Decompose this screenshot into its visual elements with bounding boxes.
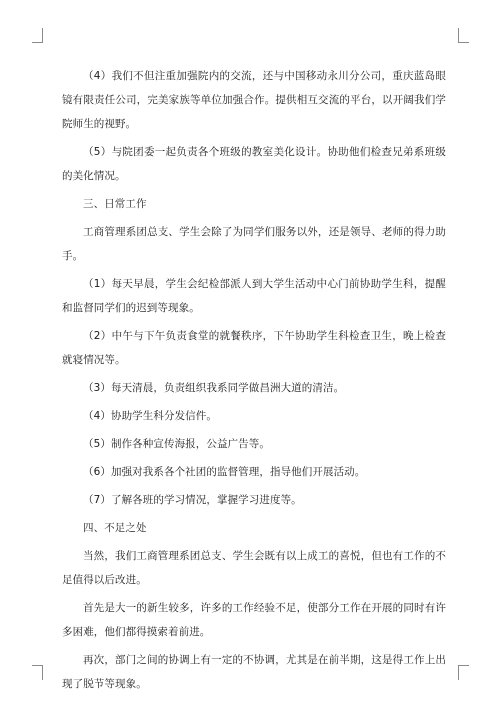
crop-mark-bottom-left (32, 665, 43, 680)
paragraph-item-3: （3）每天清晨，负责组织我系同学做昌洲大道的清洁。 (83, 382, 345, 394)
paragraph-item-4: （4）协助学生科分发信件。 (83, 410, 217, 422)
paragraph-cooperation: （4）我们不但注重加强院内的交流，还与中国移动永川分公司，重庆蓝岛眼镜有限责任公司，完美家族等单位加强合作。提供相互交流的平台，以开阔我们学院师生的视野。 (62, 70, 446, 130)
paragraph-item-5: （5）制作各种宣传海报，公益广告等。 (83, 438, 270, 450)
section-heading-shortcomings: 四、不足之处 (83, 522, 147, 534)
paragraph-item-2: （2）中午与下午负责食堂的就餐秩序，下午协助学生科检查卫生，晚上检查就寝情况等。 (62, 330, 446, 366)
document-body (62, 64, 446, 700)
paragraph-shortcoming-first: 首先是大一的新生较多，许多的工作经验不足，使部分工作在开展的同时有许多困难，他们都得摸索着前进。 (62, 602, 446, 638)
paragraph-daily-work-intro: 工商管理系团总支、学生会除了为同学们服务以外，还是领导、老师的得力助手。 (62, 226, 446, 262)
crop-mark-top-right (458, 28, 469, 43)
paragraph-shortcoming-second: 再次，部门之间的协调上有一定的不协调，尤其是在前半期，这是得工作上出现了脱节等现象。 (62, 654, 446, 690)
section-heading-daily-work: 三、日常工作 (83, 198, 147, 210)
paragraph-shortcomings-intro: 当然，我们工商管理系团总支、学生会既有以上成工的喜悦，但也有工作的不足值得以后改进。 (62, 550, 446, 586)
paragraph-item-7: （7）了解各班的学习情况，掌握学习进度等。 (83, 494, 302, 506)
paragraph-classroom-beautification: （5）与院团委一起负责各个班级的教室美化设计。协助他们检查兄弟系班级的美化情况。 (62, 146, 446, 182)
paragraph-item-6: （6）加强对我系各个社团的监督管理，指导他们开展活动。 (83, 466, 366, 478)
crop-mark-top-left (32, 28, 43, 43)
paragraph-item-1: （1）每天早晨，学生会纪检部派人到大学生活动中心门前协助学生科，提醒和监督同学们的迟到等现象。 (62, 278, 446, 314)
crop-mark-bottom-right (458, 665, 469, 680)
